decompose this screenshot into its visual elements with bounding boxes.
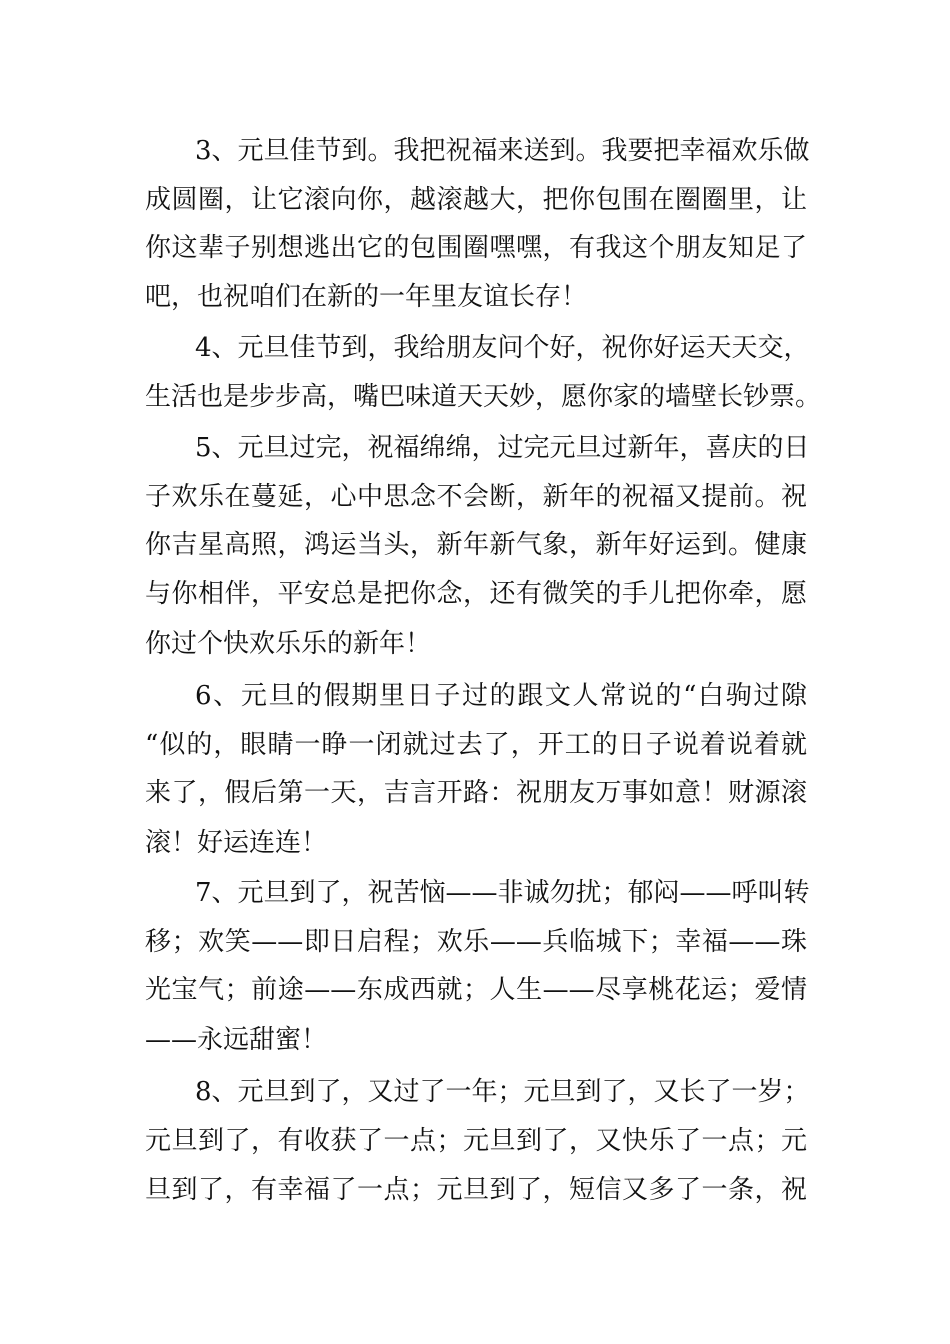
- paragraph-5-line-4: 与你相伴，平安总是把你念，还有微笑的手儿把你牵，愿: [145, 579, 807, 609]
- paragraph-4-line-2: 生活也是步步高，嘴巴味道天天妙，愿你家的墙壁长钞票。: [145, 382, 822, 412]
- paragraph-7-line-4: ——永远甜蜜！: [145, 1025, 328, 1055]
- paragraph-6-line-2: “似的，眼睛一睁一闭就过去了，开工的日子说着说着就: [145, 730, 807, 760]
- paragraph-6-line-4: 滚！好运连连！: [145, 828, 328, 858]
- paragraph-7-line-1: 7、元旦到了，祝苦恼——非诚勿扰；郁闷——呼叫转: [195, 878, 810, 908]
- paragraph-3-line-3: 你这辈子别想逃出它的包围圈嘿嘿，有我这个朋友知足了: [145, 233, 807, 263]
- paragraph-5-line-5: 你过个快欢乐乐的新年！: [145, 629, 432, 659]
- paragraph-3-line-1: 3、元旦佳节到。我把祝福来送到。我要把幸福欢乐做: [195, 136, 810, 166]
- paragraph-6-line-3: 来了，假后第一天，吉言开路：祝朋友万事如意！财源滚: [145, 778, 807, 808]
- paragraph-8-line-2: 元旦到了，有收获了一点；元旦到了，又快乐了一点；元: [145, 1126, 807, 1156]
- paragraph-7-line-2: 移；欢笑——即日启程；欢乐——兵临城下；幸福——珠: [145, 927, 807, 957]
- paragraph-8-line-3: 旦到了，有幸福了一点；元旦到了，短信又多了一条，祝: [145, 1175, 807, 1205]
- paragraph-3-line-2: 成圆圈，让它滚向你，越滚越大，把你包围在圈圈里，让: [145, 185, 807, 215]
- paragraph-8-line-1: 8、元旦到了，又过了一年；元旦到了，又长了一岁；: [195, 1077, 810, 1107]
- paragraph-7-line-3: 光宝气；前途——东成西就；人生——尽享桃花运；爱情: [145, 975, 807, 1005]
- paragraph-5-line-3: 你吉星高照，鸿运当头，新年新气象，新年好运到。健康: [145, 530, 807, 560]
- paragraph-4-line-1: 4、元旦佳节到，我给朋友问个好，祝你好运天天交，: [195, 333, 810, 363]
- paragraph-5-line-1: 5、元旦过完，祝福绵绵，过完元旦过新年，喜庆的日: [195, 433, 810, 463]
- paragraph-3-line-4: 吧，也祝咱们在新的一年里友谊长存！: [145, 282, 588, 312]
- paragraph-5-line-2: 子欢乐在蔓延，心中思念不会断，新年的祝福又提前。祝: [145, 482, 807, 512]
- paragraph-6-line-1: 6、元旦的假期里日子过的跟文人常说的“白驹过隙: [195, 681, 807, 711]
